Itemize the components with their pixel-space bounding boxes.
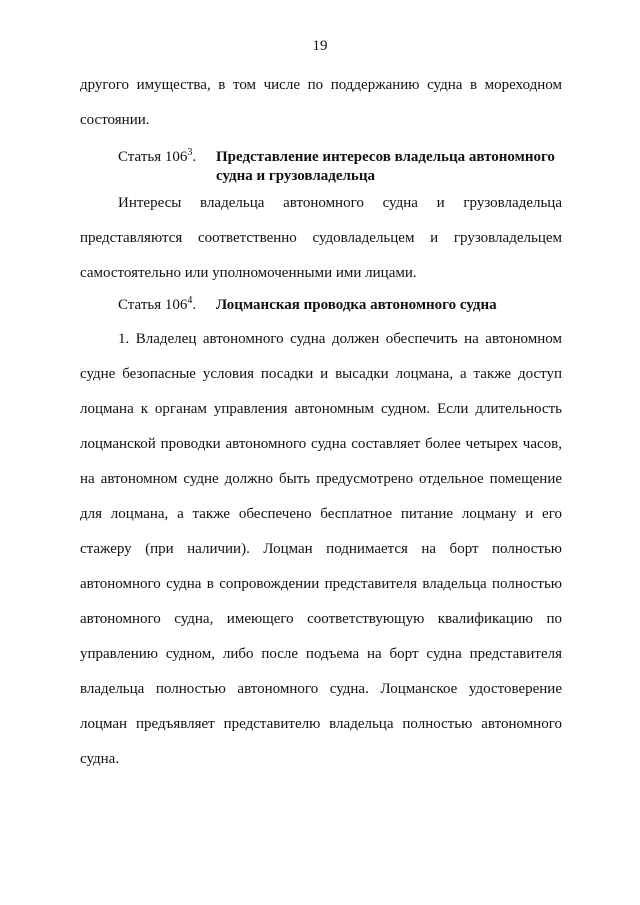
text-line: стажеру (при наличии). Лоцман поднимается на борт полностью bbox=[80, 541, 562, 557]
text-line: судне безопасные условия посадки и высадки лоцмана, а также доступ bbox=[80, 366, 562, 382]
text-line: судна. bbox=[80, 751, 120, 767]
text-line: автономного судна в сопровождении представителя владельца полностью bbox=[80, 576, 562, 592]
article-label: Статья $106^3$. bbox=[118, 147, 197, 165]
page-number: 19 bbox=[312, 38, 328, 54]
article-paragraph bbox=[80, 186, 562, 291]
article-title: Представление интересов владельца автономного судна и грузовладельца bbox=[216, 149, 555, 184]
article-heading bbox=[118, 296, 568, 315]
article-paragraph bbox=[80, 322, 562, 777]
text-line: лоцман предъявляет представителю владельца полностью автономного bbox=[80, 716, 562, 732]
text-line: на автономном судне должно быть предусмотрено отдельное помещение bbox=[80, 471, 562, 487]
text-line: самостоятельно или уполномоченными ими лицами. bbox=[80, 265, 417, 281]
text-line: представляются соответственно судовладельцем и грузовладельцем bbox=[80, 230, 562, 246]
text-line: состоянии. bbox=[80, 112, 150, 128]
text-line: Интересы владельца автономного судна и грузовладельца bbox=[118, 195, 562, 211]
text-line: автономного судна, имеющего соответствующую квалификацию по bbox=[80, 611, 562, 627]
text-line: лоцманской проводки автономного судна составляет более четырех часов, bbox=[80, 436, 562, 452]
text-line: для лоцмана, а также обеспечено бесплатное питание лоцману и его bbox=[80, 506, 562, 522]
text-line: владельца полностью автономного судна. Лоцманское удостоверение bbox=[80, 681, 562, 697]
intro-paragraph bbox=[80, 68, 562, 138]
text-line: управлению судном, либо после подъема на борт судна представителя bbox=[80, 646, 562, 662]
text-line: другого имущества, в том числе по поддержанию судна в мореходном bbox=[80, 77, 562, 93]
text-line: лоцмана к органам управления автономным судном. Если длительность bbox=[80, 401, 562, 417]
article-label: Статья $106^4$. bbox=[118, 295, 197, 313]
text-line: 1. Владелец автономного судна должен обеспечить на автономном bbox=[118, 331, 562, 347]
article-title: Лоцманская проводка автономного судна bbox=[216, 297, 497, 313]
article-heading bbox=[118, 148, 568, 186]
